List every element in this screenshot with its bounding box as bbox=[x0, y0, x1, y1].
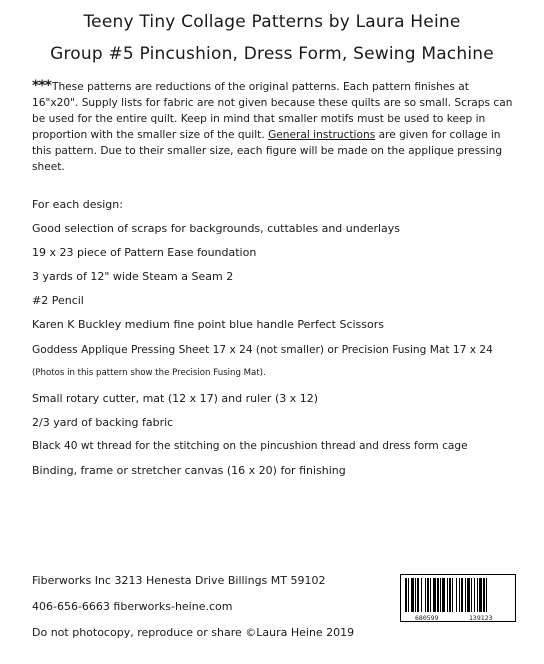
barcode-bar bbox=[442, 578, 445, 612]
asterisks-mark: *** bbox=[32, 78, 51, 94]
barcode-bar bbox=[408, 578, 409, 612]
supply-item: Goddess Applique Pressing Sheet 17 x 24 (not smaller) or Precision Fusing Mat 17 x 24 bbox=[32, 344, 493, 356]
footer-contact: 406-656-6663 fiberworks-heine.com bbox=[32, 600, 233, 613]
barcode-bar bbox=[456, 578, 457, 612]
barcode-right-digits: 139123 bbox=[469, 614, 493, 622]
barcode-left-digits: 680599 bbox=[415, 614, 439, 622]
barcode-bar bbox=[427, 578, 429, 612]
supply-item: Binding, frame or stretcher canvas (16 x 20) for finishing bbox=[32, 464, 346, 477]
supply-item: 3 yards of 12" wide Steam a Seam 2 bbox=[32, 270, 234, 283]
supply-item: Small rotary cutter, mat (12 x 17) and ruler (3 x 12) bbox=[32, 392, 319, 405]
barcode-bar bbox=[486, 578, 487, 612]
barcode-bar bbox=[477, 578, 478, 612]
barcode-bar bbox=[417, 578, 419, 612]
barcode-bar bbox=[461, 578, 463, 612]
footer-copyright: Do not photocopy, reproduce or share ©Laura Heine 2019 bbox=[32, 626, 355, 639]
barcode-bar bbox=[440, 578, 441, 612]
supplies-heading: For each design: bbox=[32, 198, 123, 211]
page-subtitle: Group #5 Pincushion, Dress Form, Sewing Machine bbox=[50, 44, 494, 64]
barcode-bar bbox=[425, 578, 426, 612]
barcode-bar bbox=[405, 578, 407, 612]
supply-item: Good selection of scraps for backgrounds, cuttables and underlays bbox=[32, 222, 401, 235]
barcode-bar bbox=[471, 578, 472, 612]
barcode-bar bbox=[467, 578, 470, 612]
footer-address: Fiberworks Inc 3213 Henesta Drive Billings MT 59102 bbox=[32, 574, 326, 587]
intro-text-part2: are given for collage in this pattern. Due to their smaller size, each figure will be made on the applique pressing sheet. bbox=[32, 129, 503, 173]
barcode-bar bbox=[411, 578, 414, 612]
supply-item: Black 40 wt thread for the stitching on the pincushion thread and dress form cage bbox=[32, 440, 468, 452]
intro-text-part1: These patterns are reductions of the original patterns. Each pattern finishes at 16"x20". Supply lists for fabric are not given because these quilts are so small. Scraps can be used for the entire quilt. Keep in mind that smaller motifs must be used to keep in proportion with the smaller size of the quilt. bbox=[32, 81, 513, 141]
general-instructions-link[interactable]: General instructions bbox=[268, 129, 376, 141]
supply-note: (Photos in this pattern show the Precision Fusing Mat). bbox=[32, 368, 266, 378]
barcode-bar bbox=[479, 578, 482, 612]
barcode-bar bbox=[474, 578, 475, 612]
barcode-bar bbox=[465, 578, 466, 612]
supply-item: #2 Pencil bbox=[32, 294, 84, 307]
barcode-bar bbox=[449, 578, 451, 612]
barcode-bar bbox=[483, 578, 485, 612]
barcode-bar bbox=[421, 578, 422, 612]
supply-item: 2/3 yard of backing fabric bbox=[32, 416, 174, 429]
supply-item: 19 x 23 piece of Pattern Ease foundation bbox=[32, 246, 257, 259]
barcode-bar bbox=[447, 578, 448, 612]
barcode bbox=[400, 574, 516, 622]
barcode-bar bbox=[430, 578, 431, 612]
barcode-bar bbox=[433, 578, 436, 612]
barcode-bar bbox=[459, 578, 460, 612]
supply-item: Karen K Buckley medium fine point blue handle Perfect Scissors bbox=[32, 318, 384, 331]
barcode-bar bbox=[415, 578, 416, 612]
intro-paragraph bbox=[32, 78, 514, 175]
barcode-bar bbox=[452, 578, 453, 612]
page-title: Teeny Tiny Collage Patterns by Laura Heine bbox=[83, 12, 461, 32]
barcode-bar bbox=[437, 578, 439, 612]
